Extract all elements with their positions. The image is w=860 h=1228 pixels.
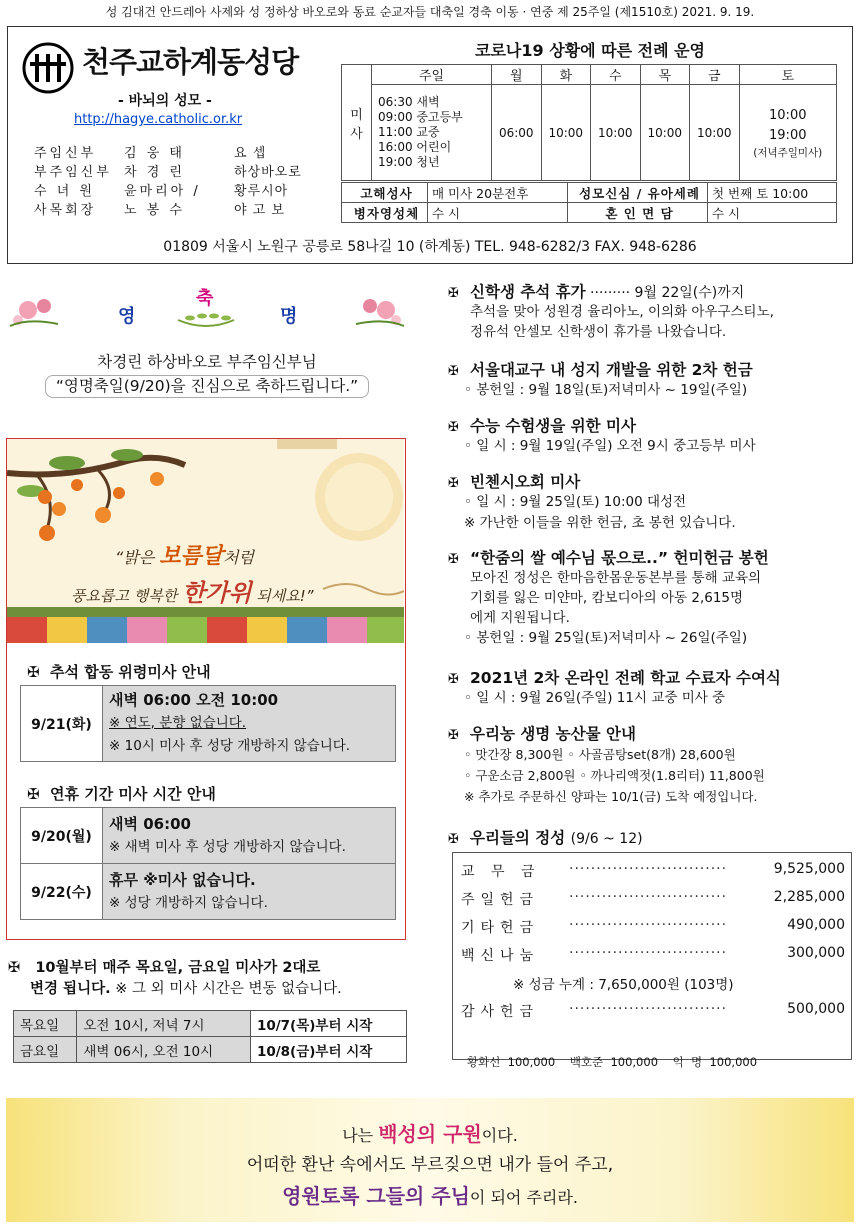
offering-dots: ····························· — [569, 861, 728, 877]
notice-line: 추석을 맞아 성원경 율리아노, 이의화 아우구스티노, — [470, 304, 774, 320]
offering-row — [461, 945, 845, 967]
banner-text: 되세요!” — [251, 587, 314, 605]
staff-role: 사목회장 — [34, 203, 97, 218]
notice-title — [448, 826, 854, 848]
date-cell: 9/21(화) — [21, 686, 103, 762]
staff-role: 수 녀 원 — [34, 184, 95, 199]
offering-value: 490,000 — [787, 917, 845, 933]
weekday-time: 10:00 — [541, 85, 591, 181]
offering-label: 교 무 금 — [461, 864, 541, 880]
offering-value: 300,000 — [787, 945, 845, 961]
notice-title-text: 빈첸시오회 미사 — [470, 473, 581, 491]
offering-row — [461, 917, 845, 939]
notice-title-text: 우리농 생명 농산물 안내 — [470, 725, 636, 743]
notice-title — [448, 546, 854, 568]
notice-bullet: ◦ 봉헌일 : 9월 25일(토)저녁미사 ~ 26일(주일) — [464, 630, 748, 646]
sacrament-label: 고해성사 — [342, 183, 428, 203]
notice-line: 모아진 정성은 한마음한몸운동본부를 통해 교육의 — [470, 570, 762, 586]
notice-title-text: 2021년 2차 온라인 전례 학교 수료자 수여식 — [470, 669, 781, 687]
sunday-time: 16:00 어린이 — [378, 140, 452, 154]
donor-line: 황화선 100,000 백호준 100,000 익 명 100,000 — [467, 1055, 758, 1069]
notice-item — [448, 414, 854, 457]
offering-value: 500,000 — [787, 1001, 845, 1017]
offering-dots: ····························· — [569, 945, 728, 961]
october-notice — [8, 958, 408, 1000]
october-text: 변경 됩니다. — [30, 981, 111, 997]
staff-role: 부주임신부 — [34, 165, 112, 180]
offering-row — [461, 1001, 845, 1023]
detail-cell — [103, 686, 396, 762]
notice-title-tail: ········· 9월 22일(수)까지 — [585, 285, 745, 301]
october-line — [8, 958, 408, 979]
notice-title-text: 수능 수험생을 위한 미사 — [470, 417, 636, 435]
issue-banner: 성 김대건 안드레아 사제와 성 정하상 바오로와 동료 순교자들 대축일 경축 이동 · 연중 제 25주일 (제1510호) 2021. 9. 19. — [105, 5, 755, 19]
notice-title — [448, 470, 854, 492]
cross-icon: ✠ — [8, 960, 21, 976]
cross-icon: ✠ — [448, 728, 459, 743]
notice-bullet: ◦ 맛간장 8,300원 ◦ 사골곰탕set(8개) 28,600원 — [464, 747, 736, 762]
detail-cell — [103, 864, 396, 920]
notice-bullet: ◦ 일 시 : 9월 26일(주일) 11시 교중 미사 중 — [464, 690, 726, 706]
day-header: 수 — [591, 65, 641, 85]
cross-icon: ✠ — [448, 672, 459, 687]
note: ※ 성당 개방하지 않습니다. — [109, 894, 268, 911]
banner-stripe — [7, 607, 404, 643]
cross-icon: ✠ — [448, 364, 459, 379]
notice-bullet: ◦ 일 시 : 9월 25일(토) 10:00 대성전 — [464, 494, 687, 510]
staff-title: 요 셉 — [234, 146, 267, 161]
october-line — [8, 979, 408, 1000]
offering-dots: ····························· — [569, 917, 728, 933]
notice-title-text: 서울대교구 내 성지 개발을 위한 2차 헌금 — [470, 361, 753, 379]
offering-value: 2,285,000 — [773, 889, 845, 905]
offering-period: (9/6 ~ 12) — [570, 831, 643, 847]
offering-row — [461, 861, 845, 883]
notice-title — [448, 280, 854, 302]
notice-bullet: ◦ 구운소금 2,800원 ◦ 까나리액젓(1.8리터) 11,800원 — [464, 768, 765, 783]
verse-line — [6, 1118, 854, 1147]
mass-time: 새벽 06:00 오전 10:00 — [109, 691, 279, 709]
flower-icon — [8, 288, 68, 334]
offering-value: 9,525,000 — [773, 861, 845, 877]
day-header: 주일 — [372, 65, 492, 85]
cross-icon: ✠ — [27, 785, 40, 803]
holiday-mass-table — [20, 807, 396, 920]
verse-highlight: 백성의 구원 — [378, 1122, 482, 1146]
detail-cell — [103, 808, 396, 864]
feast-word: 명 — [280, 306, 298, 327]
staff-name: 김 웅 태 — [124, 146, 185, 161]
october-text: ※ 그 외 미사 시간은 변동 없습니다. — [110, 981, 342, 997]
cross-icon: ✠ — [448, 286, 459, 301]
section-title-text: 연휴 기간 미사 시간 안내 — [50, 785, 216, 803]
day-header: 목 — [640, 65, 690, 85]
notice-line: 에게 지원됩니다. — [470, 610, 570, 626]
offering-label: 감사헌금 — [461, 1004, 540, 1020]
mass-schedule-title: 코로나19 상황에 따른 전례 운영 — [474, 41, 706, 60]
banner-text: 처럼 — [223, 548, 254, 567]
feast-message-line: 차경린 하상바오로 부주임신부님 — [97, 353, 317, 371]
offering-title — [448, 826, 854, 848]
oct-day: 목요일 — [14, 1011, 77, 1037]
staff-name: 노 봉 수 — [124, 203, 185, 218]
notice-title — [448, 358, 854, 380]
staff-name: 윤마리아 / — [124, 184, 201, 199]
weekday-time: 10:00 — [690, 85, 740, 181]
staff-list — [34, 144, 314, 220]
vaccine-note: ※ 성금 누계 : 7,650,000원 (103명) — [513, 977, 734, 993]
verse-text: 이 되어 주리라. — [469, 1188, 578, 1207]
offering-dots: ····························· — [569, 889, 728, 905]
section-title — [27, 783, 216, 804]
notice-item — [448, 280, 854, 342]
verse-line: 어떠한 환난 속에서도 부르짖으면 내가 들어 주고, — [246, 1155, 614, 1175]
feast-greeting — [8, 280, 406, 400]
feast-word: 축 — [196, 288, 214, 309]
notice-bullet: ◦ 일 시 : 9월 19일(주일) 오전 9시 중고등부 미사 — [464, 438, 756, 454]
notice-bullet: ※ 가난한 이들을 위한 헌금, 초 봉헌 있습니다. — [464, 515, 736, 531]
weekday-time: 10:00 — [640, 85, 690, 181]
notice-title — [448, 666, 854, 688]
banner-line-2 — [71, 573, 314, 608]
sacrament-value: 수 시 — [708, 203, 837, 223]
feast-message — [8, 352, 406, 398]
notice-line: 기회를 잃은 미얀마, 캄보디아의 아동 2,615명 — [470, 590, 744, 606]
notice-line: 정유석 안셀모 신학생이 휴가를 나왔습니다. — [470, 324, 727, 340]
date-cell: 9/22(수) — [21, 864, 103, 920]
saturday-time: 19:00 — [769, 127, 807, 143]
chuseok-banner — [7, 439, 404, 643]
notice-title — [448, 722, 854, 744]
verse-text: 나는 — [342, 1126, 379, 1145]
offering-label: 백신나눔 — [461, 948, 540, 964]
section-title — [27, 661, 211, 682]
day-header: 월 — [492, 65, 542, 85]
saturday-times — [739, 85, 837, 181]
cross-icon: ✠ — [448, 832, 459, 847]
note: ※ 연도, 분향 없습니다. — [109, 715, 247, 731]
notice-title — [448, 414, 854, 436]
sunday-time: 06:30 새벽 — [378, 95, 440, 109]
sunday-time: 19:00 청년 — [378, 155, 440, 169]
scripture-footer — [6, 1098, 854, 1222]
offering-label: 기타헌금 — [461, 920, 540, 936]
staff-row — [34, 144, 314, 163]
staff-title: 황루시아 — [234, 184, 289, 199]
oct-start: 10/7(목)부터 시작 — [250, 1011, 406, 1037]
staff-role: 주임신부 — [34, 146, 97, 161]
banner-highlight: 한가위 — [181, 579, 252, 607]
feast-word: 영 — [118, 306, 136, 327]
mass-time: 휴무 ※미사 없습니다. — [109, 870, 256, 889]
staff-row — [34, 182, 314, 201]
notice-item — [448, 358, 854, 401]
banner-highlight: 보름달 — [159, 544, 224, 569]
october-schedule-table — [13, 1010, 407, 1063]
oct-time: 오전 10시, 저녁 7시 — [77, 1011, 251, 1037]
sacrament-value: 매 미사 20분전후 — [428, 183, 568, 203]
cross-icon: ✠ — [448, 476, 459, 491]
note: ※ 10시 미사 후 성당 개방하지 않습니다. — [109, 738, 351, 754]
notice-title-text: 우리들의 정성 — [470, 829, 566, 847]
memorial-mass-table — [20, 685, 396, 762]
day-header: 토 — [739, 65, 837, 85]
staff-name: 차 경 린 — [124, 165, 185, 180]
note: ※ 새벽 미사 후 성당 개방하지 않습니다. — [109, 838, 346, 855]
saturday-time: 10:00 — [769, 107, 807, 123]
saturday-note: (저녁주일미사) — [753, 146, 823, 159]
notice-item — [448, 722, 854, 807]
notice-bullet: ◦ 봉헌일 : 9월 18일(토)저녁미사 ~ 19일(주일) — [464, 382, 748, 398]
october-text: 10월부터 매주 목요일, 금요일 미사가 2대로 — [35, 960, 321, 976]
banner-text: “밝은 — [115, 548, 160, 567]
church-subtitle: - 바뇌의 성모 - — [118, 93, 212, 109]
staff-row — [34, 163, 314, 182]
oct-day: 금요일 — [14, 1037, 77, 1063]
church-logo-icon — [22, 42, 74, 94]
notice-bullet: ※ 추가로 주문하신 양파는 10/1(금) 도착 예정입니다. — [464, 789, 758, 804]
feast-message-line: “영명축일(9/20)을 진심으로 축하드립니다.” — [45, 375, 369, 398]
notice-title-text: 신학생 추석 휴가 — [470, 283, 586, 301]
notice-item — [448, 666, 854, 709]
sunday-time: 09:00 중고등부 — [378, 110, 463, 124]
contact-address: 01809 서울시 노원구 공릉로 58나길 10 (하계동) TEL. 948-6282/3 FAX. 948-6286 — [163, 239, 697, 255]
verse-highlight: 영원토록 그들의 주님 — [282, 1184, 470, 1208]
offering-row — [461, 889, 845, 911]
cross-icon: ✠ — [448, 420, 459, 435]
staff-title: 야 고 보 — [234, 203, 285, 218]
leaf-ornament-icon — [174, 308, 238, 330]
mass-schedule-table — [341, 64, 837, 181]
church-name: 천주교하계동성당 — [82, 45, 299, 79]
schedule-side-label: 미 사 — [342, 65, 372, 181]
website-link[interactable]: http://hagye.catholic.or.kr — [74, 112, 243, 127]
verse-line — [6, 1180, 854, 1209]
cross-icon: ✠ — [27, 663, 40, 681]
sacrament-value: 첫 번째 토 10:00 — [708, 183, 837, 203]
verse-text: 이다. — [481, 1126, 518, 1145]
sacrament-label: 성모신심 / 유아세례 — [568, 183, 708, 203]
sacrament-label: 병자영성체 — [342, 203, 428, 223]
notice-item — [448, 546, 854, 649]
notice-title-text: “한줌의 쌀 예수님 몫으로..” 헌미헌금 봉헌 — [470, 549, 769, 567]
day-header: 금 — [690, 65, 740, 85]
banner-line-1 — [115, 539, 254, 570]
staff-title: 하상바오로 — [234, 165, 302, 180]
oct-time: 새벽 06시, 오전 10시 — [77, 1037, 251, 1063]
chuseok-box — [6, 438, 406, 940]
sunday-time: 11:00 교중 — [378, 125, 440, 139]
date-cell: 9/20(월) — [21, 808, 103, 864]
offering-dots: ····························· — [569, 1001, 728, 1017]
banner-text: 풍요롭고 행복한 — [71, 587, 182, 605]
sacrament-value: 수 시 — [428, 203, 568, 223]
offerings-box — [452, 852, 852, 1069]
day-header: 화 — [541, 65, 591, 85]
sunday-times — [372, 85, 492, 181]
offering-label: 주일헌금 — [461, 892, 540, 908]
section-title-text: 추석 합동 위령미사 안내 — [50, 663, 211, 681]
sacrament-table — [341, 182, 837, 223]
notice-item — [448, 470, 854, 534]
sacrament-label: 혼 인 면 담 — [568, 203, 708, 223]
mass-time: 새벽 06:00 — [109, 814, 191, 833]
weekday-time: 10:00 — [591, 85, 641, 181]
cross-icon: ✠ — [448, 552, 459, 567]
flower-icon — [346, 288, 406, 334]
oct-start: 10/8(금)부터 시작 — [250, 1037, 406, 1063]
staff-row — [34, 201, 314, 220]
weekday-time: 06:00 — [492, 85, 542, 181]
